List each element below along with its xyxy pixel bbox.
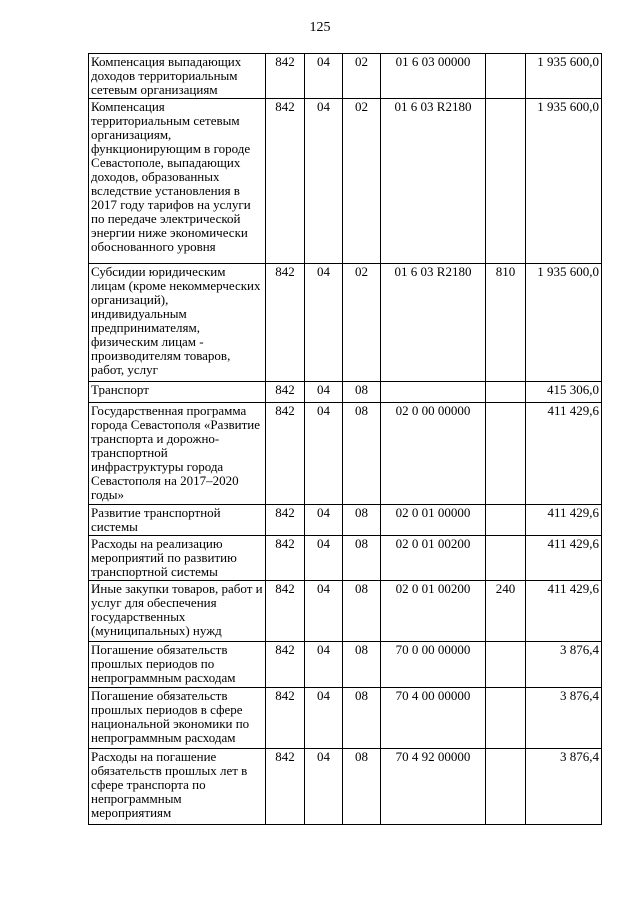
row-expense-type <box>486 99 526 264</box>
row-name: Погашение обязательств прошлых периодов по непрограммным расходам <box>89 642 266 688</box>
row-subsection: 08 <box>343 505 381 536</box>
row-subsection: 02 <box>343 54 381 99</box>
row-sum: 3 876,4 <box>526 749 602 825</box>
row-sum: 1 935 600,0 <box>526 99 602 264</box>
row-code: 842 <box>266 54 305 99</box>
row-section: 04 <box>305 688 343 749</box>
row-expense-type <box>486 382 526 403</box>
row-name: Субсидии юридическим лицам (кроме некоммерческих организаций), индивидуальным предпринимателям, физическим лицам - производителям товаров, работ, услуг <box>89 264 266 382</box>
row-section: 04 <box>305 264 343 382</box>
row-target-article: 70 0 00 00000 <box>381 642 486 688</box>
row-subsection: 08 <box>343 536 381 581</box>
row-target-article <box>381 382 486 403</box>
row-subsection: 08 <box>343 382 381 403</box>
row-name: Иные закупки товаров, работ и услуг для обеспечения государственных (муниципальных) нужд <box>89 581 266 642</box>
row-expense-type <box>486 54 526 99</box>
row-name: Развитие транспортной системы <box>89 505 266 536</box>
row-expense-type: 810 <box>486 264 526 382</box>
row-code: 842 <box>266 642 305 688</box>
row-code: 842 <box>266 581 305 642</box>
page-number: 125 <box>309 20 331 35</box>
row-expense-type <box>486 642 526 688</box>
row-subsection: 08 <box>343 642 381 688</box>
row-code: 842 <box>266 536 305 581</box>
row-expense-type <box>486 749 526 825</box>
row-target-article: 01 6 03 R2180 <box>381 264 486 382</box>
row-sum: 1 935 600,0 <box>526 264 602 382</box>
row-name: Транспорт <box>89 382 266 403</box>
row-section: 04 <box>305 642 343 688</box>
row-name: Компенсация выпадающих доходов территориальным сетевым организациям <box>89 54 266 99</box>
row-target-article: 01 6 03 00000 <box>381 54 486 99</box>
row-sum: 411 429,6 <box>526 536 602 581</box>
row-target-article: 02 0 01 00200 <box>381 536 486 581</box>
row-section: 04 <box>305 581 343 642</box>
row-target-article: 02 0 00 00000 <box>381 403 486 505</box>
row-subsection: 08 <box>343 688 381 749</box>
row-name: Погашение обязательств прошлых периодов в сфере национальной экономики по непрограммным расходам <box>89 688 266 749</box>
row-expense-type <box>486 403 526 505</box>
row-section: 04 <box>305 99 343 264</box>
row-subsection: 08 <box>343 581 381 642</box>
row-sum: 3 876,4 <box>526 642 602 688</box>
row-target-article: 70 4 00 00000 <box>381 688 486 749</box>
table-row <box>89 505 602 536</box>
row-code: 842 <box>266 403 305 505</box>
table-row <box>89 382 602 403</box>
table-row <box>89 54 602 99</box>
row-expense-type <box>486 505 526 536</box>
table-row <box>89 99 602 264</box>
row-target-article: 02 0 01 00000 <box>381 505 486 536</box>
table-row <box>89 749 602 825</box>
table-row <box>89 264 602 382</box>
row-sum: 411 429,6 <box>526 505 602 536</box>
row-subsection: 08 <box>343 749 381 825</box>
row-name: Расходы на реализацию мероприятий по развитию транспортной системы <box>89 536 266 581</box>
row-subsection: 08 <box>343 403 381 505</box>
table-row <box>89 403 602 505</box>
row-code: 842 <box>266 382 305 403</box>
row-code: 842 <box>266 99 305 264</box>
row-subsection: 02 <box>343 99 381 264</box>
row-section: 04 <box>305 505 343 536</box>
row-sum: 411 429,6 <box>526 581 602 642</box>
row-name: Государственная программа города Севастополя «Развитие транспорта и дорожно-транспортной инфраструктуры города Севастополя на 2017–2020 годы» <box>89 403 266 505</box>
row-section: 04 <box>305 536 343 581</box>
row-expense-type <box>486 688 526 749</box>
row-name: Компенсация территориальным сетевым организациям, функционирующим в городе Севастополе, выпадающих доходов, образованных вследствие установления в 2017 году тарифов на услуги по передаче электрической энергии ниже экономически обоснованного уровня <box>89 99 266 264</box>
row-section: 04 <box>305 403 343 505</box>
budget-table <box>88 53 602 825</box>
row-sum: 411 429,6 <box>526 403 602 505</box>
row-section: 04 <box>305 382 343 403</box>
row-code: 842 <box>266 505 305 536</box>
table-row <box>89 581 602 642</box>
row-name: Расходы на погашение обязательств прошлых лет в сфере транспорта по непрограммным мероприятиям <box>89 749 266 825</box>
table-row <box>89 642 602 688</box>
row-target-article: 01 6 03 R2180 <box>381 99 486 264</box>
row-section: 04 <box>305 749 343 825</box>
row-sum: 415 306,0 <box>526 382 602 403</box>
row-code: 842 <box>266 264 305 382</box>
row-expense-type <box>486 536 526 581</box>
row-section: 04 <box>305 54 343 99</box>
row-sum: 3 876,4 <box>526 688 602 749</box>
row-expense-type: 240 <box>486 581 526 642</box>
row-code: 842 <box>266 749 305 825</box>
row-target-article: 70 4 92 00000 <box>381 749 486 825</box>
table-row <box>89 536 602 581</box>
row-subsection: 02 <box>343 264 381 382</box>
row-sum: 1 935 600,0 <box>526 54 602 99</box>
row-target-article: 02 0 01 00200 <box>381 581 486 642</box>
table-row <box>89 688 602 749</box>
row-code: 842 <box>266 688 305 749</box>
